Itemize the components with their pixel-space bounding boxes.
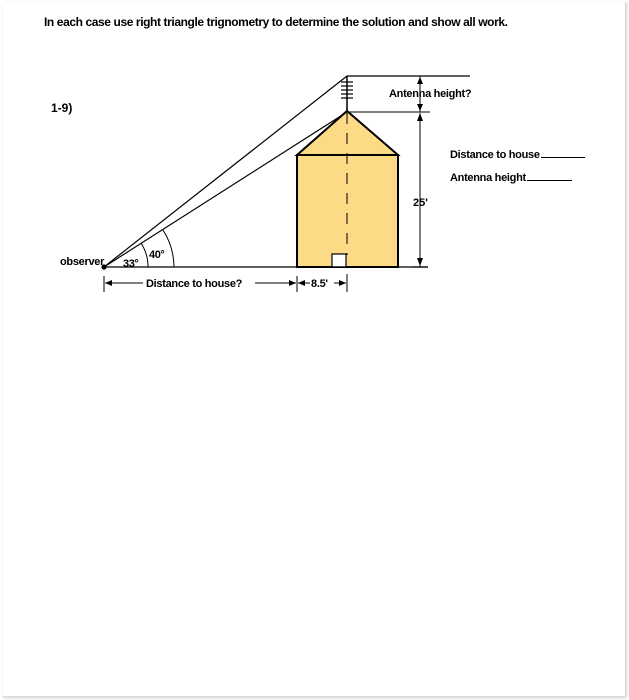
angle-arc-33	[141, 243, 148, 267]
half-width-label: 8.5'	[311, 278, 328, 290]
house-wall	[297, 155, 398, 267]
antenna-height-label: Antenna height?	[389, 88, 472, 100]
distance-arrow-left	[105, 280, 112, 286]
angle-arc-40	[163, 230, 174, 267]
antenna-height-arrow-up	[417, 77, 423, 84]
distance-answer-label: Distance to house	[450, 149, 540, 161]
angle-40-label: 40°	[149, 249, 165, 261]
distance-arrow-right	[289, 280, 296, 286]
observer-label: observer	[60, 256, 105, 268]
antenna-answer-label: Antenna height	[450, 172, 526, 184]
distance-to-house-label: Distance to house?	[146, 278, 243, 290]
half-width-arrow-right	[339, 280, 346, 286]
right-angle-marker	[332, 254, 346, 267]
wall-height-arrow-down	[417, 258, 423, 266]
problem-number: 1-9)	[51, 101, 73, 115]
angle-33-label: 33°	[123, 258, 139, 270]
instructions: In each case use right triangle trignometry to determine the solution and show all work.	[44, 15, 508, 29]
wall-height-label: 25'	[413, 197, 428, 209]
half-width-arrow-left	[298, 280, 305, 286]
antenna-height-arrow-down	[417, 104, 423, 111]
wall-height-arrow-up	[417, 113, 423, 121]
